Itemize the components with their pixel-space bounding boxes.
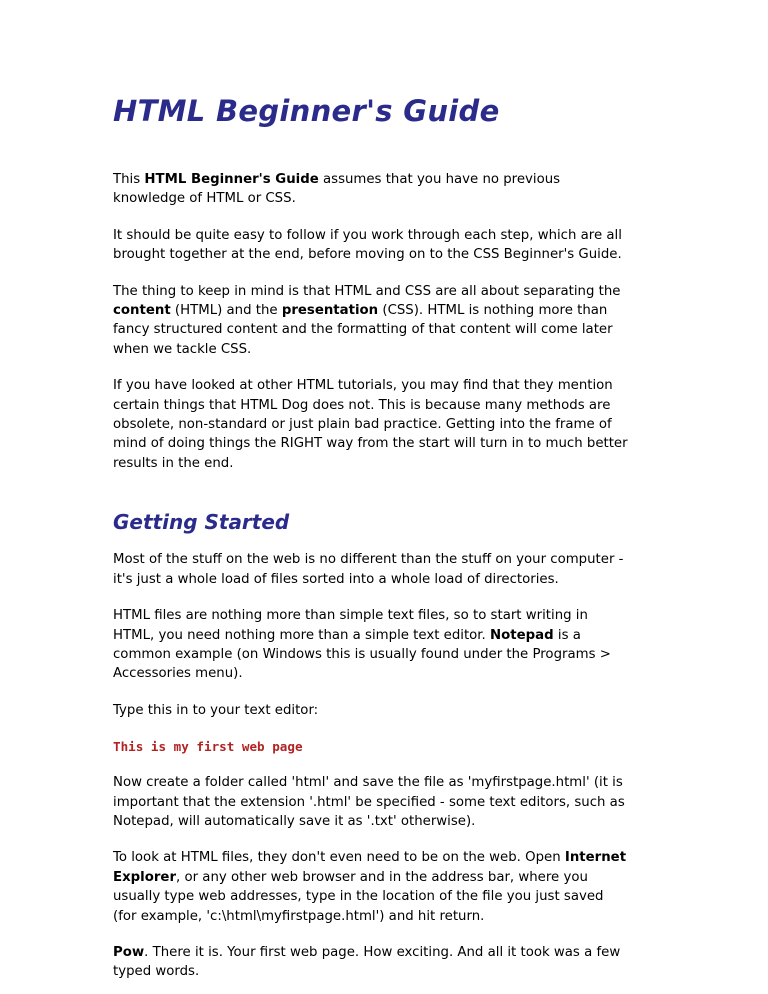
open-browser-paragraph: To look at HTML files, they don't even need to be on the web. Open Internet Explorer, or any other web browser and in the address bar, where you usually type web addresses, type in the location of the file you just saved (for example, 'c:\html\myfirstpage.html') and hit return. [113, 850, 627, 924]
web-files-paragraph: Most of the stuff on the web is no different than the stuff on your computer - it's just a whole load of files sorted into a whole load of directories. [113, 552, 624, 587]
pow-bold: Pow [113, 944, 145, 960]
tutorials-paragraph: If you have looked at other HTML tutorials, you may find that they mention certain things that HTML Dog does not. This is because many methods are obsolete, non-standard or just plain bad practice. Getting into the frame of mind of doing things the RIGHT way from the start will turn in to much better results in the end. [113, 378, 628, 471]
notepad-bold: Notepad [490, 627, 554, 643]
presentation-bold: presentation [281, 303, 379, 319]
follow-paragraph: It should be quite easy to follow if you work through each step, which are all brought together at the end, before moving on to the CSS Beginner's Guide. [113, 227, 622, 263]
document-body [113, 93, 653, 982]
pow-paragraph: Pow. There it is. Your first web page. How exciting. And all it took was a few typed words. [113, 944, 621, 980]
save-file-paragraph: Now create a folder called 'html' and save the file as 'myfirstpage.html' (it is important that the extension '.html' be specified - some text editors, such as Notepad, will automatically save it as '.txt' otherwise). [113, 775, 625, 829]
guide-name-bold: HTML Beginner's Guide [144, 172, 319, 187]
page-title: HTML Beginner's Guide [113, 94, 500, 128]
content-bold: content [113, 303, 171, 319]
intro-paragraph: This HTML Beginner's Guide assumes that you have no previous knowledge of HTML or CSS. [113, 172, 561, 207]
separation-paragraph: The thing to keep in mind is that HTML and CSS are all about separating the content (HTML) and the presentation (CSS). HTML is nothing more than fancy structured content and the formatting of that content will come later when we tackle CSS. [113, 283, 621, 357]
type-instruction: Type this in to your text editor: [113, 702, 319, 718]
code-sample: This is my first web page [113, 739, 303, 755]
section-heading-getting-started: Getting Started [113, 510, 290, 535]
explorer-bold: Explorer [113, 869, 177, 885]
internet-bold: Internet [564, 850, 627, 866]
text-editor-paragraph: HTML files are nothing more than simple text files, so to start writing in HTML, you need nothing more than a simple text editor. Notepad is a common example (on Windows this is usually found under the Programs > Accessories menu). [113, 608, 611, 682]
